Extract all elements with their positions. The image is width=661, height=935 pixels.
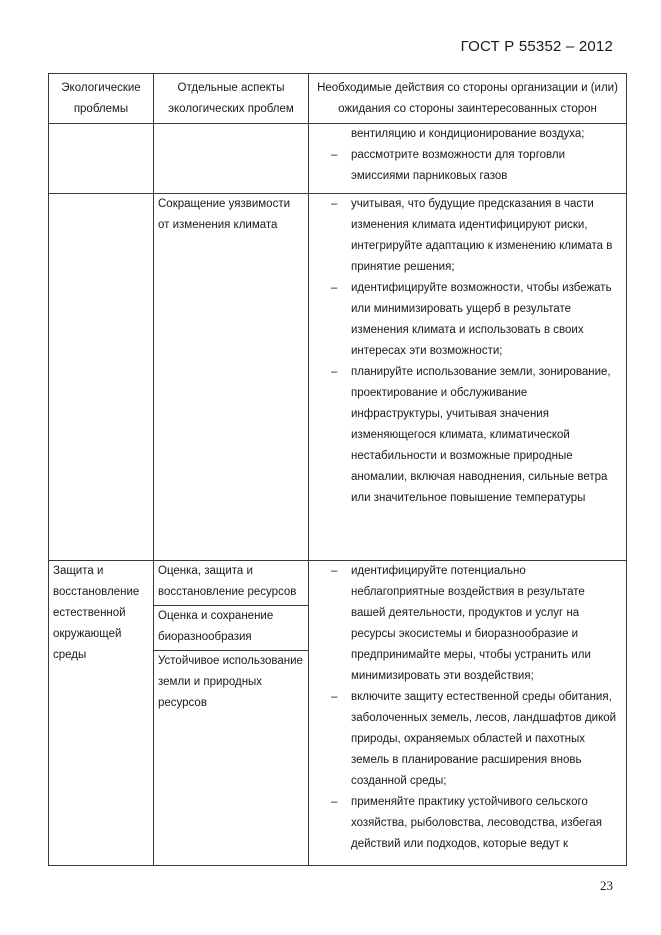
- action-item: [309, 561, 626, 687]
- action-text: планируйте использование земли, зонирование, проектирование и обслуживание инфраструктуры, учитывая значения изменяющегося климата, климатической нестабильности и возможные природные аномалии, включая наводнения, сильные ветра или значительное повышение температуры: [351, 366, 611, 504]
- table-row: [49, 194, 627, 561]
- aspect-subcell: Устойчивое использование земли и природных ресурсов: [158, 655, 303, 709]
- document-standard-number: ГОСТ Р 55352 – 2012: [460, 38, 613, 55]
- dash-bullet: –: [331, 565, 338, 577]
- dash-bullet: –: [331, 366, 338, 378]
- action-text: включите защиту естественной среды обитания, заболоченных земель, лесов, ландшафтов дикой природы, охраняемых областей и пахотных земель в планирование расширения вновь созданной среды;: [351, 691, 617, 787]
- column-header-aspects: Отдельные аспекты экологических проблем: [154, 74, 309, 124]
- problem-cell: [49, 194, 154, 561]
- action-item: [309, 792, 626, 855]
- action-text: идентифицируйте потенциально неблагоприятные воздействия в результате вашей деятельности, продуктов и услуг на ресурсы экосистемы и биоразнообразие и предпринимайте меры, чтобы устранить или минимизировать эти воздействия;: [351, 565, 591, 682]
- dash-bullet: –: [331, 149, 338, 161]
- action-item: [309, 687, 626, 792]
- actions-cell: [309, 124, 627, 194]
- column-header-problems: Экологические проблемы: [49, 74, 154, 124]
- dash-bullet: –: [331, 796, 338, 808]
- action-item: [309, 145, 626, 187]
- dash-bullet: –: [331, 691, 338, 703]
- aspect-subcell: Оценка, защита и восстановление ресурсов: [154, 561, 308, 606]
- action-text: рассмотрите возможности для торговли эмиссиями парниковых газов: [351, 149, 566, 182]
- page-number: 23: [600, 878, 613, 893]
- actions-cell: [309, 194, 627, 561]
- action-item: [309, 194, 626, 278]
- action-item: [309, 124, 626, 145]
- aspect-subcell: Оценка и сохранение биоразнообразия: [154, 606, 308, 651]
- action-item: [309, 362, 626, 509]
- problem-cell: Защита и восстановление естественной окружающей среды: [49, 561, 154, 866]
- dash-bullet: –: [331, 198, 338, 210]
- actions-cell: [309, 561, 627, 866]
- problem-cell: [49, 124, 154, 194]
- aspect-cell: [154, 561, 309, 866]
- table-row: [49, 561, 627, 866]
- action-text: применяйте практику устойчивого сельского хозяйства, рыболовства, лесоводства, избегая действий или подходов, которые ведут к: [351, 796, 602, 850]
- action-item: [309, 278, 626, 362]
- aspect-cell: [154, 124, 309, 194]
- action-text: учитывая, что будущие предсказания в части изменения климата идентифицируют риски, интегрируйте адаптацию к изменению климата в принятие решения;: [351, 198, 613, 273]
- dash-bullet: –: [331, 282, 338, 294]
- action-text: идентифицируйте возможности, чтобы избежать или минимизировать ущерб в результате изменения климата и использовать в своих интересах эти возможности;: [351, 282, 612, 357]
- environmental-issues-table: [48, 73, 627, 866]
- action-text: вентиляцию и кондиционирование воздуха;: [351, 128, 585, 140]
- column-header-actions: Необходимые действия со стороны организации и (или) ожидания со стороны заинтересованных сторон: [309, 74, 627, 124]
- aspect-cell: Сокращение уязвимости от изменения климата: [154, 194, 309, 561]
- table-header-row: [49, 74, 627, 124]
- table-row: [49, 124, 627, 194]
